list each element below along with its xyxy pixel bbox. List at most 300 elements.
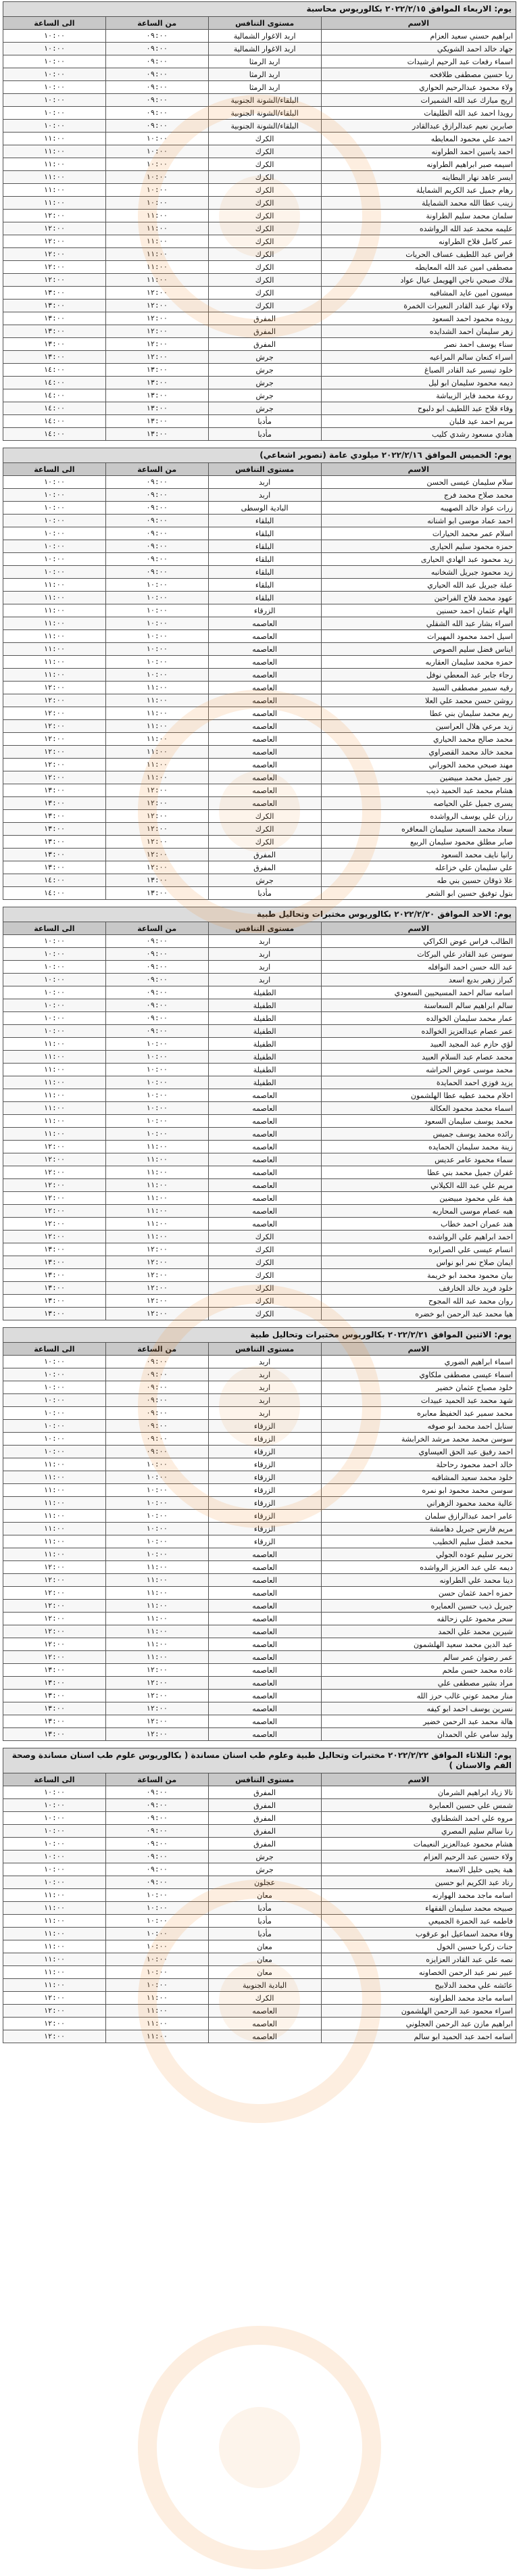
table-row xyxy=(3,682,516,694)
candidate-name: رزان علي يوسف الرواشده xyxy=(321,810,516,823)
start-time: ١١:٠٠ xyxy=(105,1992,208,2005)
end-time: ١١:٠٠ xyxy=(3,1064,106,1076)
end-time: ١٣:٠٠ xyxy=(3,1690,106,1702)
end-time: ١٢:٠٠ xyxy=(3,210,106,222)
candidate-name: انسام عيسى علي الصرايره xyxy=(321,1243,516,1256)
table-row xyxy=(3,2018,516,2030)
competition-level: العاصمه xyxy=(208,630,321,643)
table-row xyxy=(3,1838,516,1851)
table-row xyxy=(3,566,516,579)
start-time: ١٠:٠٠ xyxy=(105,1889,208,1902)
start-time: ١١:٠٠ xyxy=(105,1231,208,1243)
end-time: ١٢:٠٠ xyxy=(3,274,106,287)
start-time: ٠٩:٠٠ xyxy=(105,55,208,68)
schedule-table xyxy=(3,922,516,1320)
end-time: ١٢:٠٠ xyxy=(3,694,106,707)
candidate-name: رهام جميل عبد الكريم الشمايلة xyxy=(321,184,516,197)
end-time: ١١:٠٠ xyxy=(3,1458,106,1471)
start-time: ١٢:٠٠ xyxy=(105,1269,208,1282)
table-row xyxy=(3,527,516,540)
column-header-from: من الساعة xyxy=(105,1773,208,1786)
candidate-name: هالة محمد عبد الرحمن خضير xyxy=(321,1715,516,1728)
candidate-name: حمزه احمد عثمان حسن xyxy=(321,1587,516,1600)
competition-level: العاصمه xyxy=(208,1625,321,1638)
candidate-name: خلود محمد سعيد المشاقبه xyxy=(321,1471,516,1484)
end-time: ١٢:٠٠ xyxy=(3,1218,106,1231)
end-time: ١٣:٠٠ xyxy=(3,1282,106,1295)
start-time: ٠٩:٠٠ xyxy=(105,489,208,502)
start-time: ٠٩:٠٠ xyxy=(105,1420,208,1433)
table-row xyxy=(3,1102,516,1115)
end-time: ١١:٠٠ xyxy=(3,643,106,656)
competition-level: الزرقاء xyxy=(208,1471,321,1484)
candidate-name: رويده محمود احمد السعود xyxy=(321,312,516,325)
start-time: ١١:٠٠ xyxy=(105,746,208,759)
candidate-name: احلام محمد عطيه عطا الهلشمون xyxy=(321,1089,516,1102)
competition-level: الكرك xyxy=(208,1243,321,1256)
competition-level: البلقاء xyxy=(208,527,321,540)
candidate-name: جنات زكريا حسين الخول xyxy=(321,1940,516,1953)
table-row xyxy=(3,1702,516,1715)
start-time: ١٣:٠٠ xyxy=(105,364,208,377)
table-row xyxy=(3,1940,516,1953)
candidate-name: عهود محمد فلاح الفراحين xyxy=(321,592,516,604)
start-time: ٠٩:٠٠ xyxy=(105,1876,208,1889)
column-header-from: من الساعة xyxy=(105,1343,208,1356)
column-header-level: مستوى التنافس xyxy=(208,1343,321,1356)
competition-level: العاصمه xyxy=(208,617,321,630)
candidate-name: ايناس فضل سليم الصوص xyxy=(321,643,516,656)
table-row xyxy=(3,325,516,338)
candidate-name: زيد محمود عبد الهادي الحيارى xyxy=(321,553,516,566)
candidate-name: سالم ابراهيم سالم السعاسنة xyxy=(321,999,516,1012)
start-time: ١٠:٠٠ xyxy=(105,158,208,171)
start-time: ٠٩:٠٠ xyxy=(105,1838,208,1851)
candidate-name: شهد محمد عبد الحميد عبيدات xyxy=(321,1394,516,1407)
candidate-name: اسماء عيسى مصطفى ملكاوي xyxy=(321,1368,516,1381)
schedule-table xyxy=(3,462,516,900)
candidate-name: ديمه محمود سليمان ابو ليل xyxy=(321,377,516,389)
start-time: ١١:٠٠ xyxy=(105,248,208,261)
table-row xyxy=(3,1231,516,1243)
table-row xyxy=(3,1651,516,1664)
candidate-name: الهام عثمان احمد حسنين xyxy=(321,604,516,617)
end-time: ١١:٠٠ xyxy=(3,1076,106,1089)
candidate-name: ابراهيم مازن عبد الرحمن العجلوني xyxy=(321,2018,516,2030)
candidate-name: محمد فضل سليم الخطيب xyxy=(321,1535,516,1548)
start-time: ٠٩:٠٠ xyxy=(105,1786,208,1799)
candidate-name: اسماء ابراهيم الضوري xyxy=(321,1356,516,1368)
start-time: ١٢:٠٠ xyxy=(105,784,208,797)
schedule-section xyxy=(3,1748,516,2043)
candidate-name: محمد صالح محمد الحياري xyxy=(321,733,516,746)
competition-level: الكرك xyxy=(208,300,321,312)
end-time: ١٢:٠٠ xyxy=(3,1231,106,1243)
competition-level: جرش xyxy=(208,364,321,377)
competition-level: مأدبا xyxy=(208,1928,321,1940)
start-time: ١٠:٠٠ xyxy=(105,1458,208,1471)
candidate-name: عبير نمر عبد الرحمن الخصاونه xyxy=(321,1966,516,1979)
table-row xyxy=(3,999,516,1012)
table-row xyxy=(3,1825,516,1838)
candidate-name: ملاك صبحي ناجي الهويمل عيال عواد xyxy=(321,274,516,287)
competition-level: الزرقاء xyxy=(208,1458,321,1471)
competition-level: العاصمه xyxy=(208,669,321,682)
competition-level: العاصمه xyxy=(208,643,321,656)
candidate-name: محمد خالد محمد القصراوي xyxy=(321,746,516,759)
table-row xyxy=(3,1256,516,1269)
candidate-name: اسامه احمد عبد الحميد ابو سالم xyxy=(321,2030,516,2043)
end-time: ١٠:٠٠ xyxy=(3,1025,106,1038)
end-time: ١٠:٠٠ xyxy=(3,476,106,489)
candidate-name: محمد سمير عبد الحفيظ معابره xyxy=(321,1407,516,1420)
table-row xyxy=(3,1851,516,1863)
competition-level: البلقاء/الشونة الجنوبية xyxy=(208,120,321,133)
end-time: ١٢:٠٠ xyxy=(3,235,106,248)
table-header-row xyxy=(3,1343,516,1356)
start-time: ٠٩:٠٠ xyxy=(105,68,208,81)
watermark-logo xyxy=(138,2326,381,2569)
table-row xyxy=(3,810,516,823)
candidate-name: حمزه محمود سليم الحيارى xyxy=(321,540,516,553)
end-time: ١٤:٠٠ xyxy=(3,364,106,377)
start-time: ١٠:٠٠ xyxy=(105,171,208,184)
start-time: ١٠:٠٠ xyxy=(105,1548,208,1561)
candidate-name: شمس علي حسين العمايرة xyxy=(321,1799,516,1812)
competition-level: العاصمه xyxy=(208,746,321,759)
candidate-name: اسامه ماجد محمد الهوارنه xyxy=(321,1889,516,1902)
table-row xyxy=(3,1677,516,1690)
candidate-name: رناد عبد الكريم ابو حسين xyxy=(321,1876,516,1889)
candidate-name: نصه علي عبد القادر العزايزه xyxy=(321,1953,516,1966)
start-time: ١٠:٠٠ xyxy=(105,1038,208,1051)
start-time: ٠٩:٠٠ xyxy=(105,1356,208,1368)
table-row xyxy=(3,1218,516,1231)
competition-level: الزرقاء xyxy=(208,1510,321,1523)
competition-level: مأدبا xyxy=(208,428,321,441)
candidate-name: ابراهيم حسني سعيد العزام xyxy=(321,30,516,43)
end-time: ١٠:٠٠ xyxy=(3,30,106,43)
table-row xyxy=(3,338,516,351)
competition-level: العاصمه xyxy=(208,1115,321,1128)
end-time: ١١:٠٠ xyxy=(3,1051,106,1064)
start-time: ١٢:٠٠ xyxy=(105,861,208,874)
competition-level: جرش xyxy=(208,377,321,389)
end-time: ١١:٠٠ xyxy=(3,579,106,592)
competition-level: المفرق xyxy=(208,1825,321,1838)
competition-level: العاصمه xyxy=(208,1600,321,1613)
candidate-name: رنا سالم سليم المصري xyxy=(321,1825,516,1838)
schedule-table xyxy=(3,1342,516,1741)
table-row xyxy=(3,171,516,184)
start-time: ١٠:٠٠ xyxy=(105,617,208,630)
competition-level: معان xyxy=(208,1889,321,1902)
table-row xyxy=(3,1484,516,1497)
section-title: يوم: الثلاثاء الموافق ٢٠٢٢/٢/٢٢ مختبرات وتحاليل طبية وعلوم طب اسنان مساندة ( بكالوريوس علوم طب اسنان مساندة وصحة الفم والاسنان ) xyxy=(3,1748,516,1773)
competition-level: الطفيلة xyxy=(208,1064,321,1076)
candidate-name: اسراء بشار عبد الله الشقلي xyxy=(321,617,516,630)
schedule-section xyxy=(3,448,516,900)
competition-level: العاصمه xyxy=(208,771,321,784)
schedule-table xyxy=(3,1773,516,2043)
candidate-name: خالد احمد محمود رحاحلة xyxy=(321,1458,516,1471)
end-time: ١٠:٠٠ xyxy=(3,999,106,1012)
competition-level: الكرك xyxy=(208,171,321,184)
candidate-name: ميسون امين عايد المشاقبه xyxy=(321,287,516,300)
table-row xyxy=(3,874,516,887)
table-row xyxy=(3,1600,516,1613)
start-time: ١٣:٠٠ xyxy=(105,402,208,415)
table-row xyxy=(3,1051,516,1064)
start-time: ١١:٠٠ xyxy=(105,1218,208,1231)
table-row xyxy=(3,694,516,707)
candidate-name: سناء يوسف احمد نصر xyxy=(321,338,516,351)
section-title: يوم: الاثنين الموافق ٢٠٢٢/٢/٢١ بكالوريوس مختبرات وتحاليل طبية xyxy=(3,1327,516,1342)
table-row xyxy=(3,287,516,300)
table-row xyxy=(3,1992,516,2005)
start-time: ١١:٠٠ xyxy=(105,222,208,235)
competition-level: العاصمه xyxy=(208,1561,321,1574)
start-time: ١١:٠٠ xyxy=(105,2030,208,2043)
competition-level: مأدبا xyxy=(208,1902,321,1915)
end-time: ١٢:٠٠ xyxy=(3,1574,106,1587)
column-header-to: الى الساعة xyxy=(3,1343,106,1356)
candidate-name: سلام سليمان عيسى الحسن xyxy=(321,476,516,489)
competition-level: العاصمه xyxy=(208,797,321,810)
start-time: ١١:٠٠ xyxy=(105,261,208,274)
candidate-name: بيان محمود محمد ابو خريمة xyxy=(321,1269,516,1282)
start-time: ١١:٠٠ xyxy=(105,1574,208,1587)
end-time: ١٢:٠٠ xyxy=(3,682,106,694)
start-time: ٠٩:٠٠ xyxy=(105,1446,208,1458)
table-row xyxy=(3,184,516,197)
candidate-name: عبد الله حسن احمد النوافله xyxy=(321,961,516,974)
table-row xyxy=(3,1625,516,1638)
end-time: ١٠:٠٠ xyxy=(3,1838,106,1851)
end-time: ١٢:٠٠ xyxy=(3,1613,106,1625)
candidate-name: ولاء نهار عبد القادر النعيرات الخمرة xyxy=(321,300,516,312)
start-time: ١٣:٠٠ xyxy=(105,874,208,887)
candidate-name: احمد رفيق عبد الحق العيساوي xyxy=(321,1446,516,1458)
end-time: ١٢:٠٠ xyxy=(3,2018,106,2030)
table-row xyxy=(3,145,516,158)
end-time: ١٠:٠٠ xyxy=(3,94,106,107)
end-time: ١٣:٠٠ xyxy=(3,287,106,300)
end-time: ١٢:٠٠ xyxy=(3,707,106,720)
table-row xyxy=(3,377,516,389)
start-time: ٠٩:٠٠ xyxy=(105,1799,208,1812)
competition-level: اربد الرمثا xyxy=(208,68,321,81)
candidate-name: خلود تيسير عبد القادر الصباغ xyxy=(321,364,516,377)
end-time: ١٢:٠٠ xyxy=(3,1205,106,1218)
competition-level: الزرقاء xyxy=(208,1433,321,1446)
start-time: ١٠:٠٠ xyxy=(105,1128,208,1141)
start-time: ١١:٠٠ xyxy=(105,1625,208,1638)
competition-level: الزرقاء xyxy=(208,1484,321,1497)
table-row xyxy=(3,1282,516,1295)
start-time: ٠٩:٠٠ xyxy=(105,1407,208,1420)
start-time: ١٢:٠٠ xyxy=(105,810,208,823)
table-row xyxy=(3,1179,516,1192)
table-row xyxy=(3,1915,516,1928)
competition-level: الكرك xyxy=(208,1256,321,1269)
competition-level: البادية الوسطى xyxy=(208,502,321,515)
end-time: ١١:٠٠ xyxy=(3,1484,106,1497)
table-row xyxy=(3,643,516,656)
start-time: ٠٩:٠٠ xyxy=(105,566,208,579)
competition-level: العاصمه xyxy=(208,1677,321,1690)
start-time: ١٠:٠٠ xyxy=(105,133,208,145)
section-title: يوم: الاحد الموافق ٢٠٢٢/٢/٢٠ بكالوريوس مختبرات وتحاليل طبية xyxy=(3,907,516,922)
candidate-name: يزيد فوزي احمد الحمايدة xyxy=(321,1076,516,1089)
start-time: ١٣:٠٠ xyxy=(105,415,208,428)
start-time: ١٢:٠٠ xyxy=(105,1690,208,1702)
candidate-name: منار محمد عوني غالب حرز الله xyxy=(321,1690,516,1702)
competition-level: اربد xyxy=(208,1394,321,1407)
table-row xyxy=(3,1497,516,1510)
start-time: ١٠:٠٠ xyxy=(105,1102,208,1115)
candidate-name: ولاء محمود عبدالرحيم الحواري xyxy=(321,81,516,94)
candidate-name: صبيحه محمد سليمان الفقهاء xyxy=(321,1902,516,1915)
competition-level: العاصمه xyxy=(208,1613,321,1625)
end-time: ١٠:٠٠ xyxy=(3,527,106,540)
start-time: ١٠:٠٠ xyxy=(105,1953,208,1966)
competition-level: المفرق xyxy=(208,312,321,325)
candidate-name: سنابل احمد محمد ابو صوفه xyxy=(321,1420,516,1433)
competition-level: الزرقاء xyxy=(208,604,321,617)
candidate-name: عمر رضوان عمر سالم xyxy=(321,1651,516,1664)
candidate-name: هشام محمد عبد الحميد ذيب xyxy=(321,784,516,797)
competition-level: العاصمه xyxy=(208,1587,321,1600)
start-time: ١٠:٠٠ xyxy=(105,1510,208,1523)
column-header-level: مستوى التنافس xyxy=(208,1773,321,1786)
competition-level: اربد xyxy=(208,1356,321,1368)
section-title: يوم: الخميس الموافق ٢٠٢٢/٢/١٦ ميلودي عامة (تصوير اشعاعي) xyxy=(3,448,516,462)
candidate-name: اسامه ماجد محمد الطراونه xyxy=(321,1992,516,2005)
table-row xyxy=(3,579,516,592)
competition-level: الزرقاء xyxy=(208,1535,321,1548)
end-time: ١٠:٠٠ xyxy=(3,1012,106,1025)
schedule-table xyxy=(3,16,516,441)
start-time: ١٢:٠٠ xyxy=(105,849,208,861)
candidate-name: يسرى جميل علي الحياصه xyxy=(321,797,516,810)
end-time: ١٢:٠٠ xyxy=(3,1992,106,2005)
competition-level: العاصمه xyxy=(208,1205,321,1218)
end-time: ١٠:٠٠ xyxy=(3,540,106,553)
table-row xyxy=(3,1876,516,1889)
end-time: ١٠:٠٠ xyxy=(3,1356,106,1368)
candidate-name: سوسن عبد القادر علي البركات xyxy=(321,948,516,961)
table-row xyxy=(3,1561,516,1574)
start-time: ١١:٠٠ xyxy=(105,707,208,720)
start-time: ٠٩:٠٠ xyxy=(105,974,208,986)
table-row xyxy=(3,1638,516,1651)
start-time: ٠٩:٠٠ xyxy=(105,1381,208,1394)
competition-level: الطفيلة xyxy=(208,1012,321,1025)
candidate-name: اريج مبارك عبد الله الشميرات xyxy=(321,94,516,107)
start-time: ١٢:٠٠ xyxy=(105,351,208,364)
start-time: ١٠:٠٠ xyxy=(105,669,208,682)
table-row xyxy=(3,1038,516,1051)
end-time: ١٠:٠٠ xyxy=(3,107,106,120)
table-row xyxy=(3,248,516,261)
table-row xyxy=(3,1574,516,1587)
table-row xyxy=(3,2030,516,2043)
start-time: ١٢:٠٠ xyxy=(105,325,208,338)
competition-level: العاصمه xyxy=(208,1102,321,1115)
end-time: ١٠:٠٠ xyxy=(3,1799,106,1812)
competition-level: العاصمه xyxy=(208,1192,321,1205)
column-header-to: الى الساعة xyxy=(3,463,106,476)
candidate-name: علا ذوقان حسين بني طه xyxy=(321,874,516,887)
table-row xyxy=(3,120,516,133)
end-time: ١١:٠٠ xyxy=(3,1953,106,1966)
candidate-name: جهاد خالد احمد الشويكي xyxy=(321,43,516,55)
end-time: ١١:٠٠ xyxy=(3,1979,106,1992)
table-row xyxy=(3,1295,516,1308)
table-row xyxy=(3,1141,516,1153)
end-time: ١٠:٠٠ xyxy=(3,489,106,502)
candidate-name: احمد علي محمود المعايطه xyxy=(321,133,516,145)
candidate-name: هند عمران احمد خطاب xyxy=(321,1218,516,1231)
start-time: ١١:٠٠ xyxy=(105,1153,208,1166)
end-time: ١٣:٠٠ xyxy=(3,312,106,325)
competition-level: البلقاء xyxy=(208,592,321,604)
competition-level: الكرك xyxy=(208,274,321,287)
candidate-name: خلود فريد خالد الخارفف xyxy=(321,1282,516,1295)
candidate-name: زيد محمود جبريل الشخانبه xyxy=(321,566,516,579)
competition-level: الكرك xyxy=(208,248,321,261)
end-time: ١٠:٠٠ xyxy=(3,986,106,999)
candidate-name: اسماء رفعات عبد الرحيم ارشيدات xyxy=(321,55,516,68)
end-time: ١١:٠٠ xyxy=(3,1089,106,1102)
candidate-name: رائده محمد يوسف جميس xyxy=(321,1128,516,1141)
competition-level: العاصمه xyxy=(208,682,321,694)
start-time: ٠٩:٠٠ xyxy=(105,81,208,94)
competition-level: العاصمه xyxy=(208,2005,321,2018)
start-time: ٠٩:٠٠ xyxy=(105,1812,208,1825)
start-time: ١٢:٠٠ xyxy=(105,1677,208,1690)
table-row xyxy=(3,1728,516,1741)
table-row xyxy=(3,540,516,553)
competition-level: البلقاء xyxy=(208,515,321,527)
table-header-row xyxy=(3,922,516,935)
competition-level: الكرك xyxy=(208,1992,321,2005)
start-time: ١٠:٠٠ xyxy=(105,656,208,669)
candidate-name: مريم احمد عيد قلبان xyxy=(321,415,516,428)
candidate-name: ربا حسين مصطفى طلافحه xyxy=(321,68,516,81)
competition-level: الكرك xyxy=(208,836,321,849)
start-time: ٠٩:٠٠ xyxy=(105,94,208,107)
table-row xyxy=(3,1928,516,1940)
candidate-name: زيد مرعي هلال العراسين xyxy=(321,720,516,733)
end-time: ١٣:٠٠ xyxy=(3,1243,106,1256)
table-row xyxy=(3,733,516,746)
competition-level: الكرك xyxy=(208,1295,321,1308)
candidate-name: جبريل ذيب حسين العمايره xyxy=(321,1600,516,1613)
end-time: ١٠:٠٠ xyxy=(3,120,106,133)
end-time: ١٣:٠٠ xyxy=(3,300,106,312)
start-time: ١٠:٠٠ xyxy=(105,1471,208,1484)
end-time: ١٠:٠٠ xyxy=(3,81,106,94)
start-time: ١٠:٠٠ xyxy=(105,197,208,210)
competition-level: البلقاء xyxy=(208,553,321,566)
end-time: ١٣:٠٠ xyxy=(3,810,106,823)
start-time: ٠٩:٠٠ xyxy=(105,476,208,489)
column-header-name: الاسم xyxy=(321,463,516,476)
competition-level: جرش xyxy=(208,351,321,364)
candidate-name: زينب عطا الله محمد الشمايلة xyxy=(321,197,516,210)
